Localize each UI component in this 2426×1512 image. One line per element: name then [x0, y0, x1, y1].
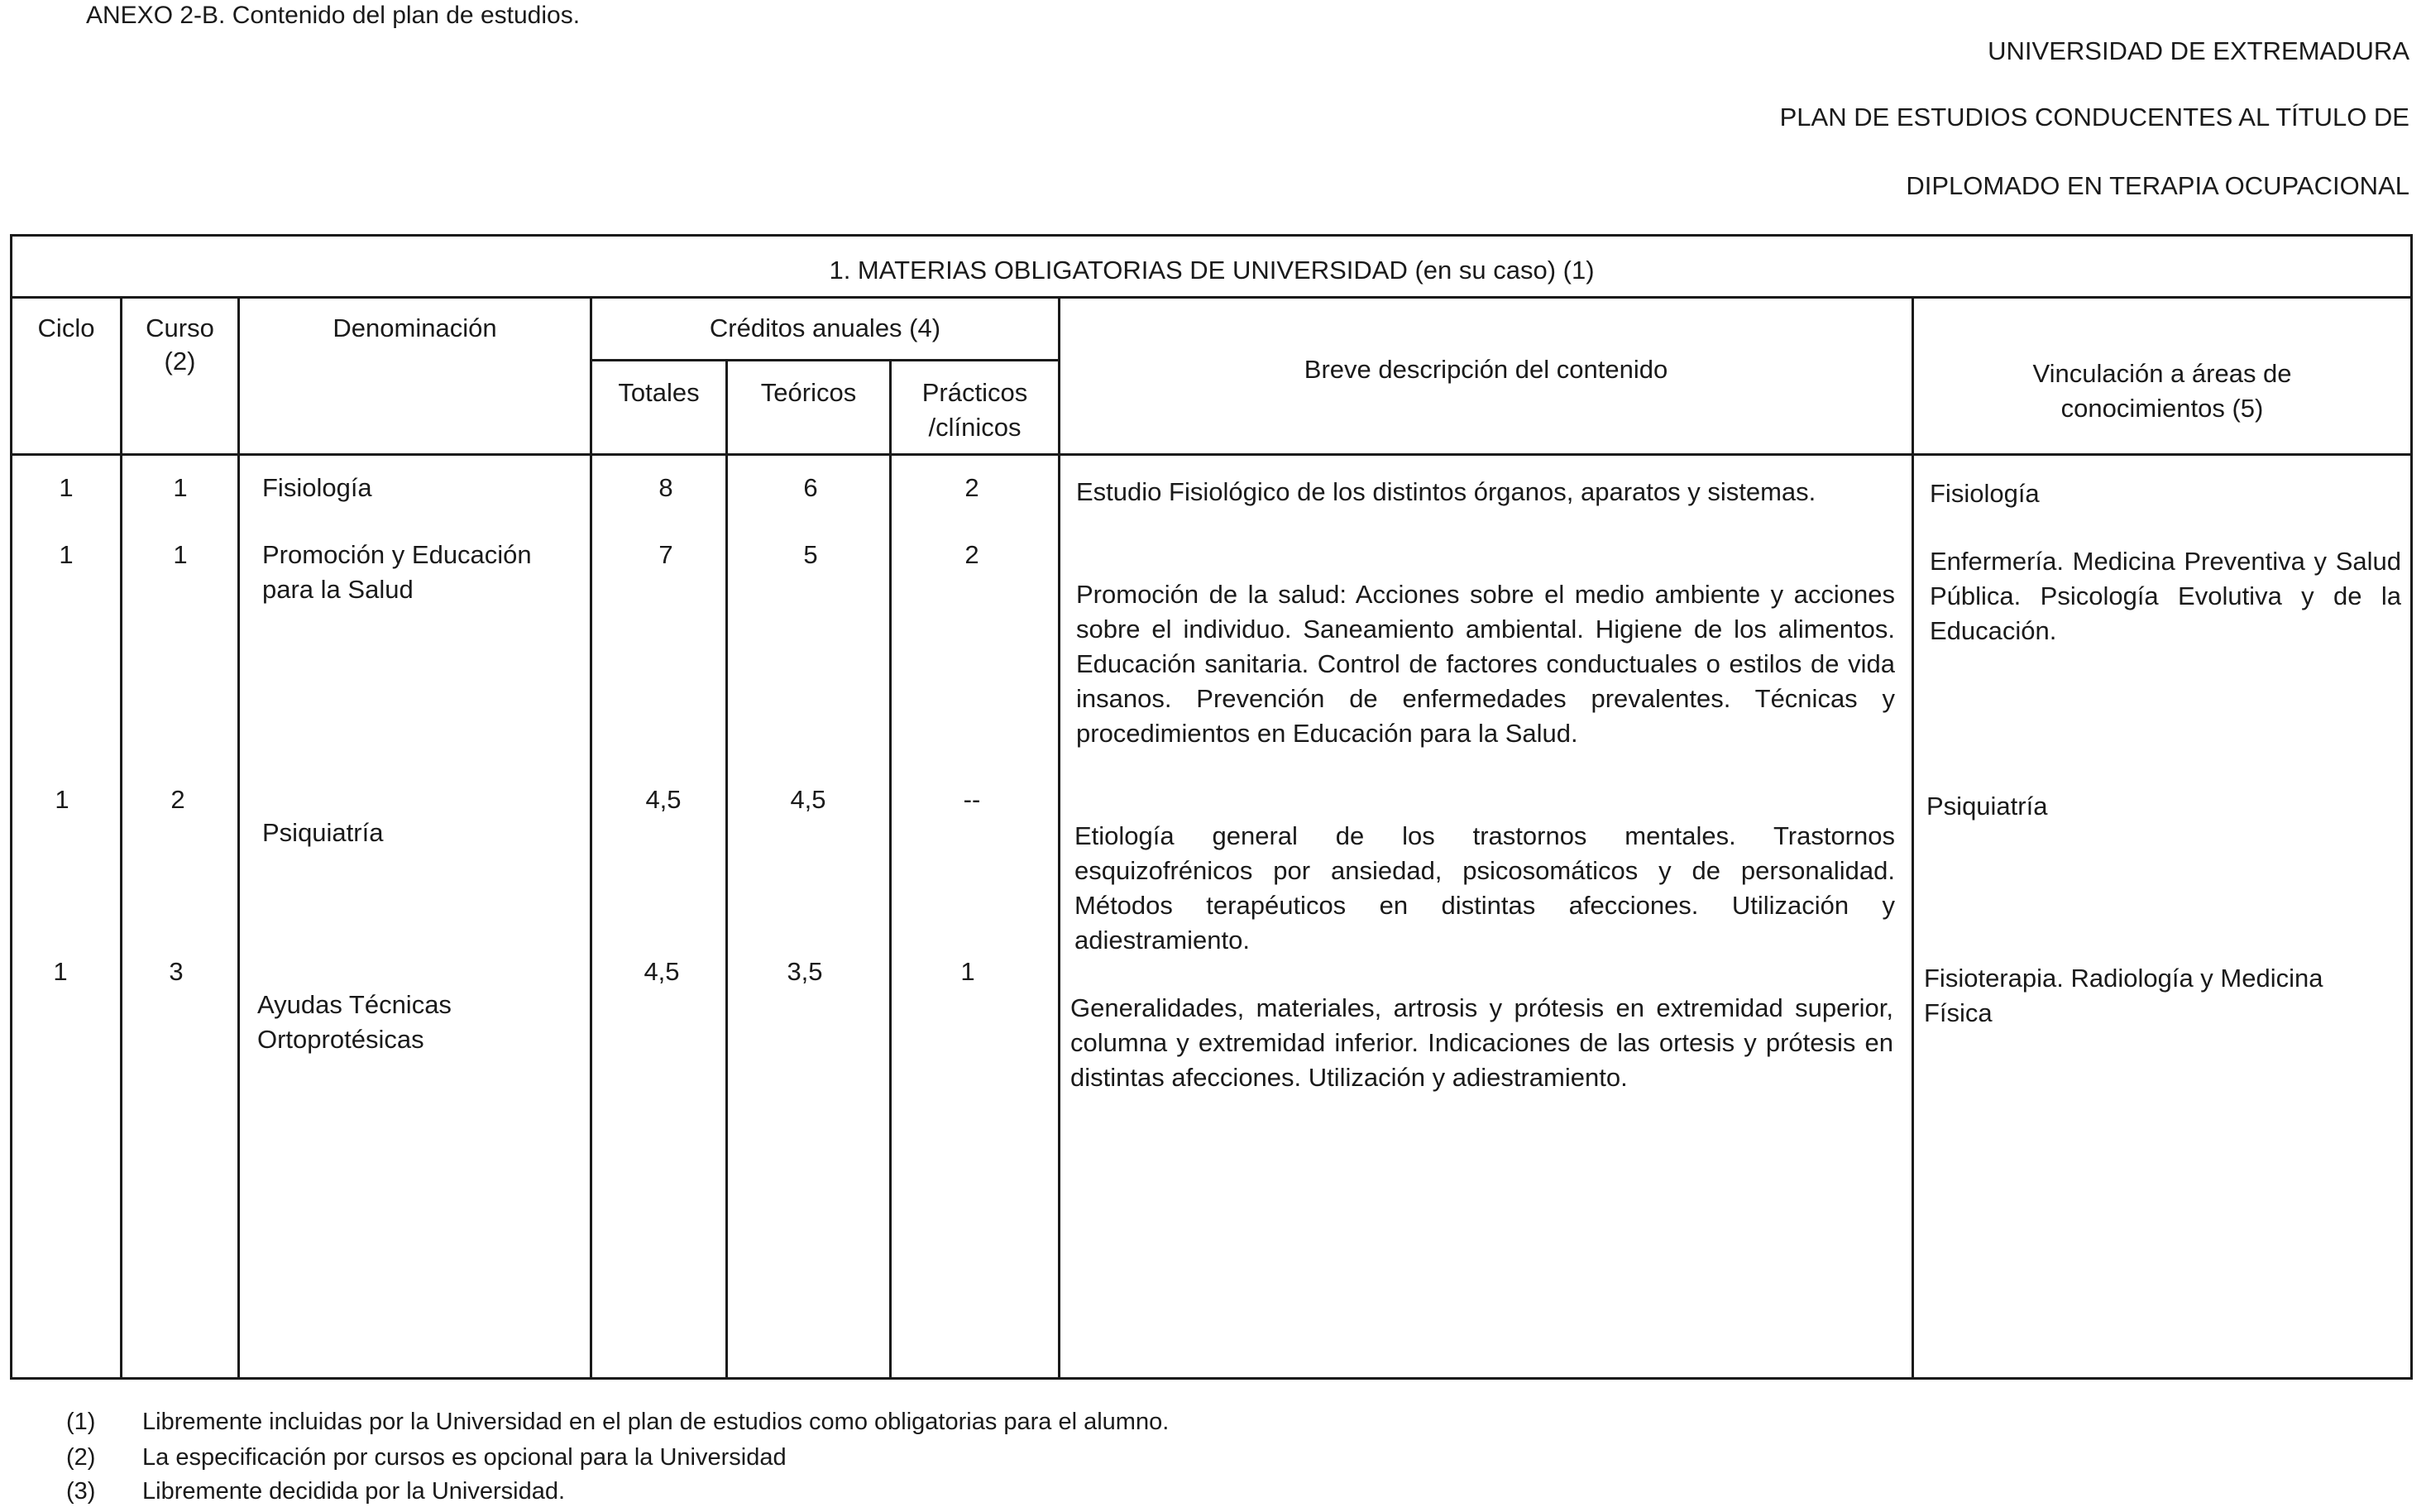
col-header-practicos: Prácticos	[921, 378, 1028, 407]
col-divider	[1912, 296, 1914, 1380]
plan-title-line2: DIPLOMADO EN TERAPIA OCUPACIONAL	[1906, 171, 2409, 200]
row2-teoricos: 5	[803, 540, 818, 569]
row1-teoricos: 6	[803, 473, 818, 502]
col-header-descripcion: Breve descripción del contenido	[1304, 355, 1668, 384]
row1-descripcion: Estudio Fisiológico de los distintos órganos, aparatos y sistemas.	[1076, 477, 1816, 506]
row2-descripcion: Promoción de la salud: Acciones sobre el medio ambiente y acciones sobre el individuo. Saneamiento ambiental. Higiene de los alimentos. Educación sanitaria. Control de factores conductuales o estilos de vida insanos. Prevención de enfermedades prevalentes. Técnicas y procedimientos en Educación para la Salud.	[1076, 580, 1895, 748]
row4-totales: 4,5	[644, 957, 680, 986]
col-divider	[120, 296, 122, 1380]
col-divider	[725, 359, 728, 1380]
row4-vinculacion: Fisioterapia. Radiología y Medicina Física	[1924, 964, 2323, 1027]
col-divider	[1058, 296, 1060, 1380]
col-header-vinculacion-2: conocimientos (5)	[2060, 394, 2264, 423]
col-header-teoricos: Teóricos	[760, 378, 857, 407]
row2-denominacion: Promoción y Educación para la Salud	[262, 540, 532, 604]
col-header-curso-note: (2)	[164, 347, 196, 376]
header-bottom-divider	[12, 453, 2411, 456]
footnote-key: (1)	[66, 1409, 96, 1435]
col-header-creditos: Créditos anuales (4)	[709, 313, 941, 342]
row3-curso: 2	[170, 785, 185, 814]
row2-curso: 1	[173, 540, 188, 569]
section-title: 1. MATERIAS OBLIGATORIAS DE UNIVERSIDAD (en su caso) (1)	[829, 256, 1595, 285]
row3-ciclo: 1	[55, 785, 69, 814]
footnote-key: (3)	[66, 1478, 96, 1505]
row1-totales: 8	[658, 473, 673, 502]
col-header-denominacion: Denominación	[333, 313, 497, 342]
row1-ciclo: 1	[59, 473, 74, 502]
row4-teoricos: 3,5	[787, 957, 823, 986]
plan-title-line1: PLAN DE ESTUDIOS CONDUCENTES AL TÍTULO DE	[1779, 103, 2409, 132]
row3-practicos: --	[963, 785, 981, 814]
row1-vinculacion: Fisiología	[1930, 479, 2040, 508]
annex-title: ANEXO 2-B. Contenido del plan de estudios.	[86, 2, 581, 29]
row1-practicos: 2	[964, 473, 979, 502]
footnote-key: (2)	[66, 1444, 96, 1471]
curriculum-table	[10, 234, 2413, 1380]
row2-practicos: 2	[964, 540, 979, 569]
row3-denominacion: Psiquiatría	[262, 818, 384, 847]
section-divider	[12, 296, 2411, 299]
col-header-vinculacion: Vinculación a áreas de	[2032, 359, 2292, 388]
row1-denominacion: Fisiología	[262, 473, 372, 502]
footnote-text: Libremente incluidas por la Universidad en el plan de estudios como obligatorias para el alumno.	[142, 1409, 1170, 1435]
row3-vinculacion: Psiquiatría	[1926, 792, 2048, 821]
row4-curso: 3	[169, 957, 184, 986]
row3-descripcion: Etiología general de los trastornos mentales. Trastornos esquizofrénicos por ansiedad, psicosomáticos y de personalidad. Métodos terapéuticos en distintas afecciones. Utilización y adiestramiento.	[1074, 821, 1895, 955]
footnote-3	[66, 1478, 565, 1505]
col-header-curso: Curso	[146, 313, 214, 342]
footnote-2	[66, 1444, 787, 1471]
row1-curso: 1	[173, 473, 188, 502]
col-divider	[889, 359, 892, 1380]
row3-totales: 4,5	[645, 785, 682, 814]
col-header-ciclo: Ciclo	[37, 313, 95, 342]
footnote-text: La especificación por cursos es opcional para la Universidad	[142, 1444, 787, 1471]
row4-practicos: 1	[960, 957, 975, 986]
row4-denominacion: Ayudas Técnicas Ortoprotésicas	[257, 990, 452, 1054]
row2-vinculacion: Enfermería. Medicina Preventiva y Salud Pública. Psicología Evolutiva y de la Educación.	[1930, 547, 2401, 645]
row4-descripcion: Generalidades, materiales, artrosis y prótesis en extremidad superior, columna y extremidad inferior. Indicaciones de las ortesis y prótesis en distintas afecciones. Utilización y adiestramiento.	[1070, 993, 1893, 1092]
col-header-clinicos: /clínicos	[928, 413, 1022, 442]
row3-teoricos: 4,5	[790, 785, 826, 814]
footnote-text: Libremente decidida por la Universidad.	[142, 1478, 566, 1505]
row2-ciclo: 1	[59, 540, 74, 569]
university-name: UNIVERSIDAD DE EXTREMADURA	[1988, 36, 2409, 65]
footnote-1	[66, 1409, 1169, 1436]
col-header-totales: Totales	[618, 378, 700, 407]
col-divider	[237, 296, 240, 1380]
row2-totales: 7	[658, 540, 673, 569]
row4-ciclo: 1	[53, 957, 68, 986]
creditos-divider	[590, 359, 1058, 361]
col-divider	[590, 296, 592, 1380]
